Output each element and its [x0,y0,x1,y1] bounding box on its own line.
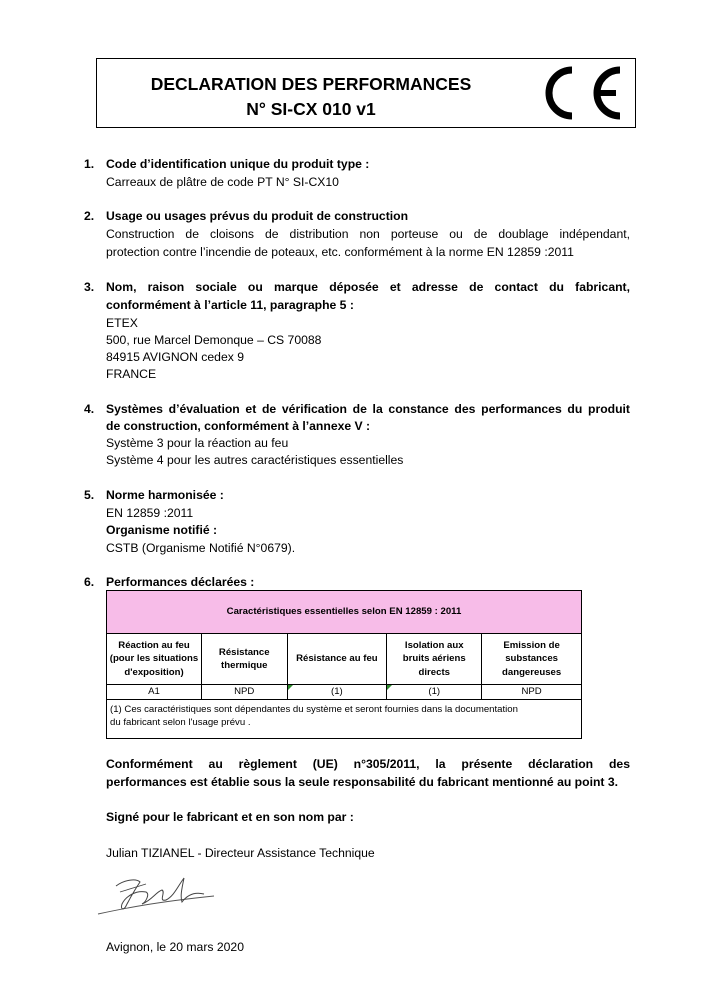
table-header-row [107,634,582,685]
document-title: DECLARATION DES PERFORMANCES [150,74,472,94]
place-and-date: Avignon, le 20 mars 2020 [106,940,244,954]
manufacturer-city: 84915 AVIGNON cedex 9 [106,350,244,364]
section-3-heading-line1: Nom, raison sociale ou marque déposée et adresse de contact du fabricant, [106,280,630,294]
section-3-number: 3. [84,280,95,294]
value-sound-insulation: (1) [387,685,482,700]
section-5-number: 5. [84,488,95,502]
manufacturer-country: FRANCE [106,367,157,381]
section-1-text: Carreaux de plâtre de code PT N° SI-CX10 [106,175,339,189]
signature-icon [96,862,226,922]
section-2-heading: Usage ou usages prévus du produit de construction [106,209,409,223]
section-3-heading-line2: conformément à l’article 11, paragraphe 5 : [106,298,354,312]
section-6-number: 6. [84,575,95,589]
signatory-name: Julian TIZIANEL - Directeur Assistance Technique [106,846,375,860]
section-4-heading-line2: de construction, conformément à l’annexe V : [106,419,371,433]
conformity-statement-line2: performances est établie sous la seule responsabilité du fabricant mentionné au point 3. [106,775,619,789]
value-fire-resistance: (1) [287,685,387,700]
section-1-heading: Code d’identification unique du produit type : [106,157,370,171]
table-footnote: (1) Ces caractéristiques sont dépendantes du système et seront fournies dans la documentation du fabricant selon l'usage prévu . [107,700,582,739]
harmonised-standard: EN 12859 :2011 [106,506,194,520]
value-reaction-to-fire: A1 [107,685,202,700]
section-4-number: 4. [84,402,95,416]
manufacturer-street: 500, rue Marcel Demonque – CS 70088 [106,333,322,347]
header-thermal-resistance: Résistance thermique [202,634,288,685]
header-dangerous-substances: Emission de substances dangereuses [482,634,582,685]
performance-table [106,590,582,739]
header-sound-insulation: Isolation aux bruits aériens directs [387,634,482,685]
manufacturer-name: ETEX [106,316,138,330]
section-2-text-line1: Construction de cloisons de distribution non porteuse ou de doublage indépendant, [106,227,630,241]
notified-body-heading: Organisme notifié : [106,523,218,537]
section-4-heading-line1: Systèmes d’évaluation et de vérification de la constance des performances du produit [106,402,630,416]
value-dangerous-substances: NPD [482,685,582,700]
header-fire-resistance: Résistance au feu [287,634,387,685]
notified-body: CSTB (Organisme Notifié N°0679). [106,541,296,555]
section-6-heading: Performances déclarées : [106,575,255,589]
table-title: Caractéristiques essentielles selon EN 12859 : 2011 [107,591,582,634]
section-5-heading: Norme harmonisée : [106,488,224,502]
value-thermal-resistance: NPD [202,685,288,700]
conformity-statement-line1: Conformément au règlement (UE) n°305/2011, la présente déclaration des [106,757,630,771]
signed-label: Signé pour le fabricant et en son nom par : [106,810,354,824]
section-1-number: 1. [84,157,95,171]
header-reaction-to-fire: Réaction au feu (pour les situations d'exposition) [107,634,202,685]
section-2-number: 2. [84,209,95,223]
table-row [107,685,582,700]
ce-mark-icon [532,64,626,122]
document-number: N° SI-CX 010 v1 [246,99,376,119]
section-4-text-line1: Système 3 pour la réaction au feu [106,436,289,450]
section-4-text-line2: Système 4 pour les autres caractéristiques essentielles [106,453,404,467]
section-2-text-line2: protection contre l’incendie de poteaux, etc. conformément à la norme EN 12859 :2011 [106,245,574,259]
